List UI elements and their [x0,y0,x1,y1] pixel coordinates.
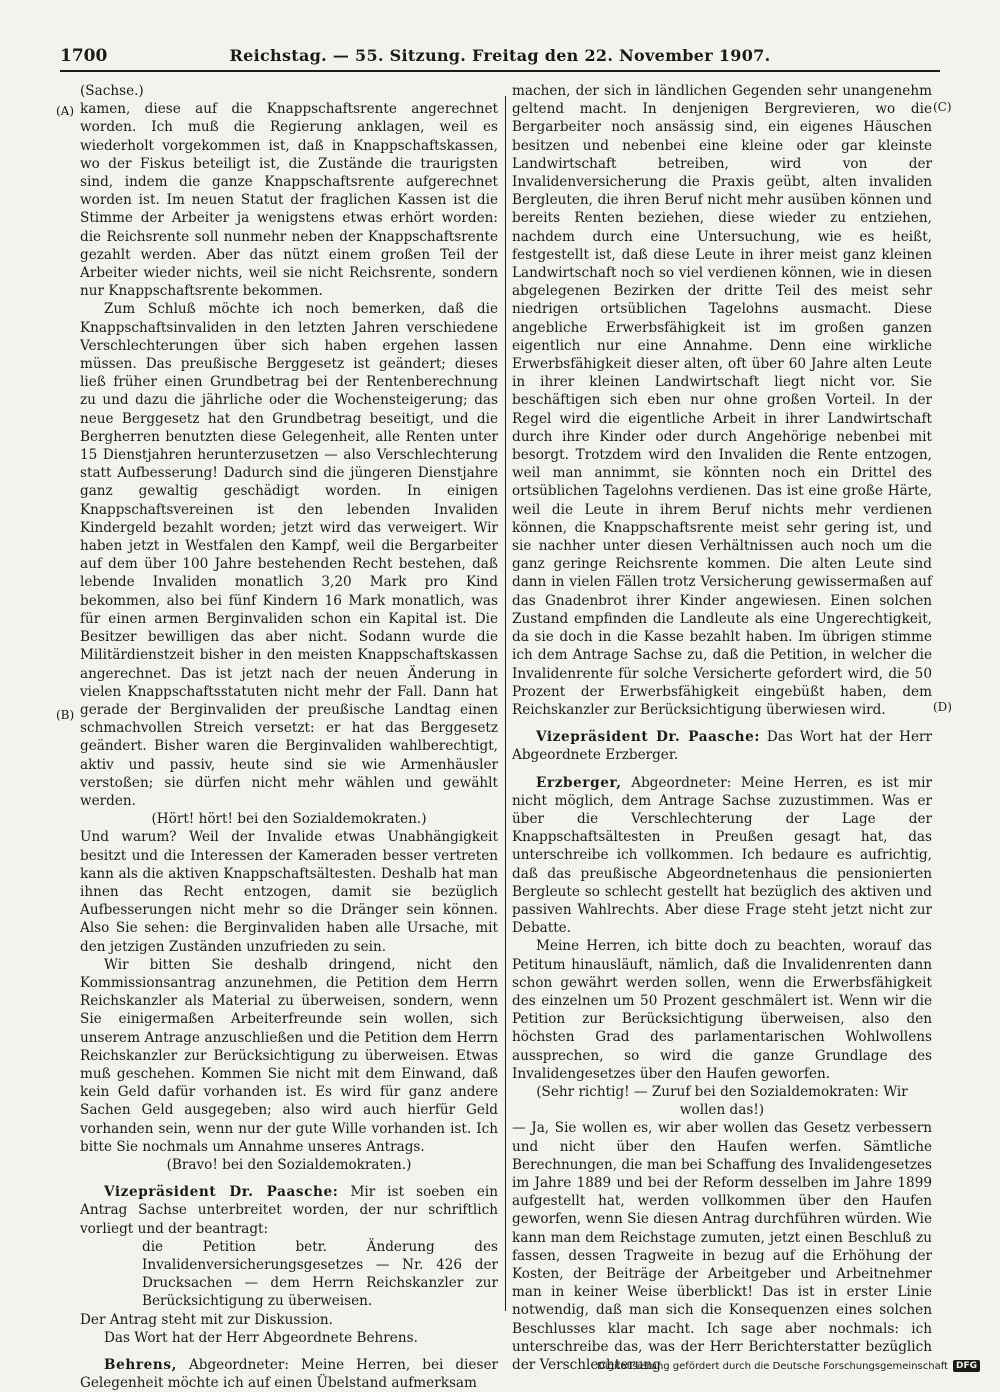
speech-text: Mir ist soeben ein Antrag Sachse unterbreitet worden, der nur schriftlich vorliegt und der beantragt: [80,1184,499,1237]
left-column [80,82,498,1392]
paragraph: Und warum? Weil der Invalide etwas Unabhängigkeit besitzt und die Interessen der Kameraden besser vertreten kann als die aktiven Knappschaftsältesten. Deshalb hat man ihnen das Recht entzogen, damit sie bezüglich Aufbesserungen nicht mehr so die Dränger sein können. Also Sie sehen: die Berginvaliden haben alle Ursache, mit den jetzigen Zuständen unzufrieden zu sein. [80,829,498,955]
paragraph [80,1183,498,1238]
speaker-name: Vizepräsident Dr. Paasche: [104,1184,339,1201]
paragraph [512,774,932,938]
running-title: Reichstag. — 55. Sitzung. Freitag den 22. November 1907. [229,46,771,65]
margin-mark-d: (D) [933,700,952,714]
paragraph: Das Wort hat der Herr Abgeordnete Behrens. [104,1329,418,1346]
footer-credit [597,1360,980,1372]
header-rule [60,70,940,72]
speech-text: Das Wort hat der Herr Abgeordnete Erzberger. [512,729,932,764]
paragraph: Meine Herren, ich bitte doch zu beachten, worauf das Petitum hinausläuft, nämlich, daß die Invalidenrenten dann schon gewährt werden sollen, wenn die Erwerbsfähigkeit des einzelnen um 50 Prozent geschmälert ist. Wenn wir die Petition zur Berücksichtigung überweisen, also den höchsten Grad des parlamentarischen Wohlwollens aussprechen, so wird die ganze Grundlage des Invalidengesetzes über den Haufen geworfen. [512,938,932,1082]
speech-text: Abgeordneter: Meine Herren, es ist mir nicht möglich, dem Antrage Sachse zuzustimmen. Was er über die Verschlechterung der Lage der Knappschaftsältesten in Preußen gesagt hat, das unterschreibe ich vollkommen. Ich bedaure es aufrichtig, daß das preußische Abgeordnetenhaus die pensionierten Bergleute so schlecht gestellt hat bezüglich des aktiven und passiven Wahlrechts. Aber diese Frage steht jetzt nicht zur Debatte. [512,774,933,937]
speech-text: Abgeordneter: Meine Herren, bei dieser Gelegenheit möchte ich auf einen Übelstand aufmerksam [80,1357,498,1392]
interjection: (Hört! hört! bei den Sozialdemokraten.) [151,811,427,828]
speaker-name: Vizepräsident Dr. Paasche: [536,729,760,746]
paragraph [512,728,932,764]
dfg-logo-icon: DFG [953,1360,980,1372]
margin-mark-c: (C) [933,100,952,114]
page-number: 1700 [60,46,108,66]
speaker-name: Behrens, [104,1357,177,1374]
paragraph: Der Antrag steht mit zur Diskussion. [80,1311,333,1328]
interjection: (Bravo! bei den Sozialdemokraten.) [166,1156,412,1173]
right-column [512,82,932,1374]
motion-text: die Petition betr. Änderung des Invalidenversicherungsgesetzes — Nr. 426 der Drucksachen — dem Herrn Reichskanzler zur Berücksichtigung zu überweisen. [142,1238,498,1310]
paragraph [80,1356,498,1392]
paragraph: — Ja, Sie wollen es, wir aber wollen das Gesetz verbessern und nicht über den Haufen werfen. Sämtliche Berechnungen, die man bei Schaffung des Invalidengesetzes im Jahre 1889 und bei der Reform desselben im Jahre 1899 aufgestellt hat, werden vollkommen über den Haufen geworfen, wenn Sie diesen Antrag durchführen würden. Wie kann man dem Reichstage zumuten, jetzt einen Beschluß zu fassen, dessen Tragweite in bezug auf die Erhöhung der Kosten, der Beiträge der Arbeitgeber und Arbeitnehmer man in keiner Weise überblickt! Das ist in erster Linie notwendig, daß man sich die Konsequenzen eines solchen Beschlusses klar macht. Ich sage aber nochmals: ich unterschreibe das, was der Herr Berichterstatter bezüglich der Verschlechterung [512,1120,932,1374]
paragraph: Wir bitten Sie deshalb dringend, nicht den Kommissionsantrag anzunehmen, die Petition dem Herrn Reichskanzler als Material zu überweisen, sondern, wenn Sie einigermaßen Arbeiterfreunde sein wollen, sich unserem Antrage anzuschließen und die Petition dem Herrn Reichskanzler zur Berücksichtigung zu überweisen. Etwas muß geschehen. Kommen Sie nicht mit dem Einwand, daß kein Geld dafür vorhanden ist. Es wird für ganz andere Sachen Geld ausgegeben; also wird auch hierfür Geld vorhanden sein, wenn nur der gute Wille vorhanden ist. Ich bitte Sie nochmals um Annahme unseres Antrags. [80,956,498,1155]
speaker-reference: (Sachse.) [80,83,144,99]
footer-text: Digitalisierung gefördert durch die Deutsche Forschungsgemeinschaft [597,1360,948,1372]
speaker-name: Erzberger, [536,774,622,791]
paragraph: Zum Schluß möchte ich noch bemerken, daß die Knappschaftsinvaliden in den letzten Jahren verschiedene Verschlechterungen über sich haben ergehen lassen müssen. Das preußische Berggesetz ist geändert; dieses ließ früher einen Grundbetrag bei der Rentenberechnung zu und dazu die jährliche oder die Wochensteigerung; das neue Berggesetz hat den Grundbetrag beseitigt, und die Bergherren benutzten diese Gelegenheit, alle Renten unter 15 Dienstjahren herunterzusetzen — also Verschlechterung statt Aufbesserung! Dadurch sind die jüngeren Dienstjahre ganz gewaltig geschädigt worden. In einigen Knappschaftsvereinen ist den lebenden Invaliden Kindergeld bezahlt worden; jetzt wird das verweigert. Wir haben jetzt in Westfalen den Kampf, weil die Bergarbeiter auf dem über 100 Jahre bestehenden Recht bestehen, daß lebende Invaliden monatlich 3,20 Mark pro Kind bekommen, also bei fünf Kindern 16 Mark monatlich, was für einen armen Berginvaliden schon ein Kapital ist. Die Besitzer bewilligen das aber nicht. Sodann wurde die Militärdienstzeit bisher in den meisten Knappschaftskassen angerechnet. Das ist jetzt nach der neuen Änderung in vielen Knappschaftsstatuten nicht mehr der Fall. Dann hat gerade der Berginvaliden der preußische Landtag einen schmachvollen Streich versetzt: er hat das Berggesetz geändert. Bisher waren die Berginvaliden wahlberechtigt, aktiv und passiv, heute sind sie wie Armenhäusler verstoßen; sie dürfen nicht mehr wählen und gewählt werden. [80,301,498,809]
paragraph: machen, der sich in ländlichen Gegenden sehr unangenehm geltend macht. In denjenigen Bergrevieren, wo die Bergarbeiter noch ansässig sind, ein eigenes Häuschen besitzen und nebenbei eine kleine oder gar kleinste Landwirtschaft betreiben, wird von der Invalidenversicherung die Praxis geübt, alten invaliden Bergleuten, die ihren Beruf nicht mehr ausüben können und bereits Renten beziehen, diese wieder zu entziehen, nachdem durch eine Untersuchung, wie es heißt, festgestellt ist, daß diese Leute in ihrer meist ganz kleinen Landwirtschaft noch so viel verdienen können, wie in diesen abgelegenen Bezirken der dritte Teil des meist sehr niedrigen ortsüblichen Tagelohns ausmacht. Diese angebliche Erwerbsfähigkeit ist im großen ganzen eigentlich nur eine Annahme. Denn eine wirkliche Erwerbsfähigkeit dieser alten, oft über 60 Jahre alten Leute in ihrer kleinen Landwirtschaft liegt nicht vor. Sie beschäftigen sich eben nur ohne großen Vorteil. In der Regel wird die eigentliche Arbeit in ihrer Landwirtschaft durch ihre Kinder oder durch Angehörige nebenbei mit besorgt. Trotzdem wird den Invaliden die Rente entzogen, weil man annimmt, sie könnten noch ein Drittel des ortsüblichen Tagelohns verdienen. Das ist eine große Härte, weil die Leute in ihrem Beruf nichts mehr verdienen können, die Knappschaftsrente meist sehr gering ist, und sie nachher unter diesen Verhältnissen auch noch um die ganz geringe Reichsrente kommen. Die alten Leute sind dann in vielen Fällen trotz Versicherung gewissermaßen auf das Gnadenbrot ihrer Kinder angewiesen. Einen solchen Zustand empfinden die Landleute als eine Ungerechtigkeit, da sie doch in die Kasse bezahlt haben. Im übrigen stimme ich dem Antrage Sachse zu, daß die Petition, in welcher die Invalidenrente für solche Versicherte gefordert wird, die 50 Prozent der Erwerbsfähigkeit eingebüßt haben, dem Reichskanzler zur Berücksichtigung überwiesen wird. [512,83,932,718]
interjection: (Sehr richtig! — Zuruf bei den Sozialdemokraten: Wir wollen das!) [536,1083,908,1119]
page-header [60,46,940,68]
margin-mark-a: (A) [56,104,75,118]
paragraph: kamen, diese auf die Knappschaftsrente angerechnet worden. Ich muß die Regierung anklagen, weil es wiederholt vorgekommen ist, daß in Knappschaftskassen, wo der Fiskus beteiligt ist, die Zustände die traurigsten sind, indem die ganze Knappschaftsrente aufgerechnet worden ist. Im neuen Statut der fraglichen Kassen ist die Stimme der Arbeiter ja wenigstens etwas erhört worden: die Reichsrente soll nunmehr neben der Knappschaftsrente gezahlt werden. Aber das nützt einem großen Teil der Arbeiter wieder nichts, weil sie nicht Reichsrente, sondern nur Knappschaftsrente bekommen. [80,101,498,300]
column-divider [505,96,506,1311]
margin-mark-b: (B) [56,708,75,722]
